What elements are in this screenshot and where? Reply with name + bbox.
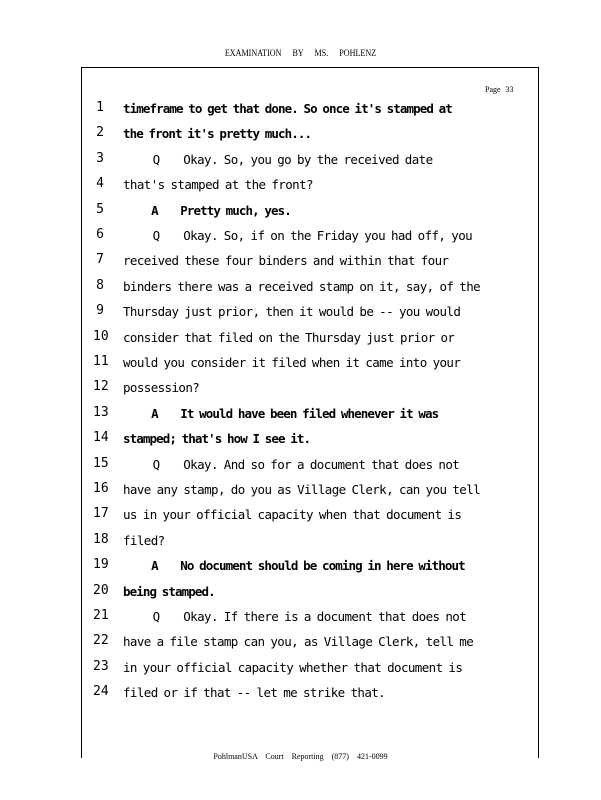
transcript-line: filed? (123, 532, 165, 548)
line-number: 11 (93, 354, 109, 369)
transcript-line: Q Okay. And so for a document that does not (123, 456, 460, 472)
line-number: 17 (93, 506, 109, 522)
line-number: 3 (96, 150, 104, 166)
line-number: 13 (93, 404, 109, 420)
line-number: 6 (96, 227, 104, 242)
transcript-line: us in your official capacity when that document is (123, 507, 462, 523)
line-number: 20 (93, 582, 109, 598)
line-number: 5 (96, 201, 104, 217)
transcript-line: in your official capacity whether that document is (123, 659, 463, 675)
line-number: 4 (96, 176, 104, 192)
page-header: EXAMINATION BY MS. POHLENZ (224, 48, 377, 58)
transcript-line: received these four binders and within that four (123, 253, 449, 269)
transcript-line: that's stamped at the front? (123, 177, 313, 193)
line-number: 8 (96, 277, 104, 293)
transcript-line: Q Okay. So, if on the Friday you had off, you (123, 228, 473, 243)
transcript-line: timeframe to get that done. So once it's stamped at (123, 101, 452, 116)
line-number: 9 (96, 303, 104, 319)
transcript-line: stamped; that's how I see it. (123, 431, 311, 447)
transcript-line: A No document should be coming in here without (123, 558, 465, 574)
page-footer: PohlmanUSA Court Reporting (877) 421-0099 (213, 752, 388, 761)
line-number: 10 (93, 328, 109, 344)
transcript-line: would you consider it filed when it came into your (123, 355, 461, 370)
transcript-line: A Pretty much, yes. (123, 202, 291, 218)
line-number: 24 (93, 684, 109, 700)
line-number: 18 (93, 531, 109, 547)
transcript-line: Thursday just prior, then it would be -- you would (123, 304, 461, 320)
line-number: 1 (96, 100, 104, 115)
transcript-line: Q Okay. So, you go by the received date (123, 151, 433, 167)
line-number: 12 (93, 379, 109, 395)
line-number: 21 (93, 608, 109, 623)
line-number: 19 (93, 557, 109, 573)
transcript-line: Q Okay. If there is a document that does not (123, 609, 467, 624)
line-number: 7 (96, 252, 104, 268)
line-number: 15 (93, 455, 109, 471)
transcript-line: the front it's pretty much... (123, 126, 312, 142)
line-number: 2 (96, 125, 104, 141)
transcript-line: being stamped. (123, 583, 215, 599)
line-number: 14 (93, 430, 109, 446)
line-number: 22 (93, 633, 109, 649)
transcript-line: have a file stamp can you, as Village Clerk, tell me (123, 634, 474, 650)
line-number: 23 (93, 658, 109, 674)
transcript-line: A It would have been filed whenever it was (123, 405, 439, 421)
transcript-line: consider that filed on the Thursday just prior or (123, 329, 455, 345)
transcript-line: have any stamp, do you as Village Clerk, can you tell (123, 482, 481, 497)
page-number: Page 33 (485, 85, 514, 94)
transcript-line: possession? (123, 380, 200, 396)
line-number: 16 (93, 481, 109, 496)
transcript-line: filed or if that -- let me strike that. (123, 685, 386, 701)
transcript-line: binders there was a received stamp on it, say, of the (123, 278, 481, 294)
